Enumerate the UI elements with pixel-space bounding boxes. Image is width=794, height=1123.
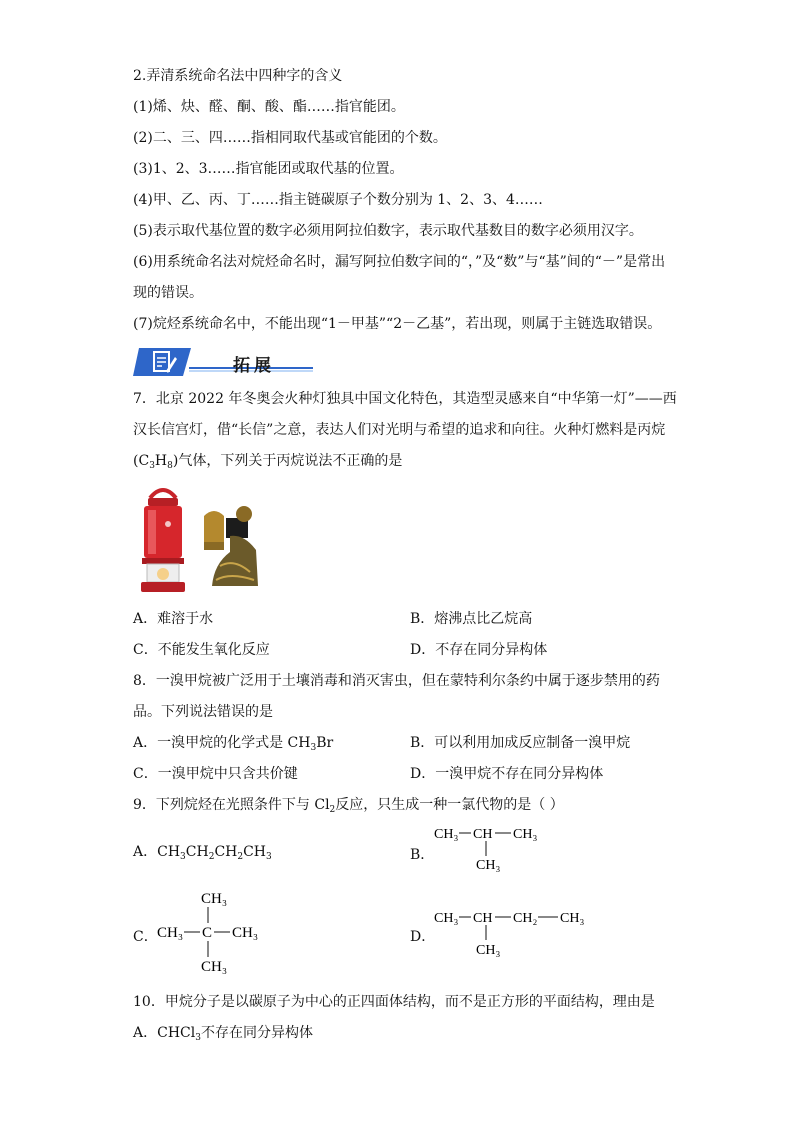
q8-option-a[interactable]: A．一溴甲烷的化学式是 $CH_3Br$ <box>133 735 334 753</box>
rule-item-6: (6)用系统命名法对烷烃命名时，漏写阿拉伯数字间的“，”及“数”与“基”间的“－”是常出 <box>133 254 666 270</box>
palace-lamp-image <box>200 506 262 588</box>
q8-option-b[interactable]: B．可以利用加成反应制备一溴甲烷 <box>410 735 631 751</box>
q8-line-2: 品。下列说法错误的是 <box>133 704 273 720</box>
q7-option-c[interactable]: C．不能发生氧化反应 <box>133 642 270 658</box>
svg-text:CH₃: CH₃ <box>560 911 585 926</box>
torch-lamp-image <box>138 484 188 596</box>
banner-title: 拓展 <box>233 356 275 376</box>
q8-option-c[interactable]: C．一溴甲烷中只含共价键 <box>133 766 298 782</box>
svg-text:CH₂: CH₂ <box>513 911 538 926</box>
formula-b <box>430 822 580 874</box>
q7-line-2: 汉长信宫灯，借“长信”之意，表达人们对光明与希望的追求和向往。火种灯燃料是丙烷 <box>133 422 666 438</box>
svg-text:CH₃: CH₃ <box>434 827 459 842</box>
q7-line-1: 7．北京 2022 年冬奥会火种灯独具中国文化特色，其造型灵感来自“中华第一灯”——西 <box>133 391 677 407</box>
q7-option-a[interactable]: A．难溶于水 <box>133 611 214 627</box>
q10-option-a[interactable]: A．CHCl$_3$不存在同分异构体 <box>133 1025 313 1043</box>
q8-option-d[interactable]: D．一溴甲烷不存在同分异构体 <box>410 766 604 782</box>
svg-text:CH₃: CH₃ <box>201 891 228 907</box>
q7-option-d[interactable]: D．不存在同分异构体 <box>410 642 548 658</box>
svg-text:CH₃: CH₃ <box>201 959 228 975</box>
q8-line-1: 8．一溴甲烷被广泛用于土壤消毒和消灭害虫，但在蒙特利尔条约中属于逐步禁用的药 <box>133 673 660 689</box>
rule-item-4: (4)甲、乙、丙、丁……指主链碳原子个数分别为 1、2、3、4…… <box>133 192 543 208</box>
svg-text:CH₃: CH₃ <box>513 827 538 842</box>
svg-text:CH: CH <box>473 911 493 926</box>
q9-option-b-label[interactable]: B． <box>410 847 435 863</box>
rule-item-6-cont: 现的错误。 <box>133 285 203 301</box>
q9-option-c-label[interactable]: C． <box>133 929 158 945</box>
svg-text:CH₃: CH₃ <box>157 925 184 941</box>
q9-stem: 9．下列烷烃在光照条件下与 $Cl_2$反应，只生成一种一氯代物的是（ ） <box>133 797 564 815</box>
formula-c <box>153 885 273 975</box>
formula-a: $CH_3CH_2CH_2CH_3$ <box>157 844 272 862</box>
q7-option-b[interactable]: B．熔沸点比乙烷高 <box>410 611 533 627</box>
rule-item-5: (5)表示取代基位置的数字必须用阿拉伯数字，表示取代基数目的数字必须用汉字。 <box>133 223 643 239</box>
q7-line-3: $(C_3H_8)$气体，下列关于丙烷说法不正确的是 <box>133 453 403 471</box>
svg-text:CH₃: CH₃ <box>434 911 459 926</box>
formula-d <box>430 904 600 958</box>
rule-item-2: (2)二、三、四……指相同取代基或官能团的个数。 <box>133 130 447 146</box>
q9-option-d-label[interactable]: D． <box>410 929 436 945</box>
q9-option-a[interactable]: A．$CH_3CH_2CH_2CH_3$ <box>133 844 272 862</box>
rule-item-1: (1)烯、炔、醛、酮、酸、酯……指官能团。 <box>133 99 405 115</box>
svg-text:C: C <box>202 925 213 941</box>
svg-text:CH₃: CH₃ <box>476 858 501 873</box>
notepad-pencil-icon <box>150 349 178 375</box>
section-heading: 2.弄清系统命名法中四种字的含义 <box>133 68 343 84</box>
svg-text:CH: CH <box>473 827 493 842</box>
rule-item-7: (7)烷烃系统命名中，不能出现“1－甲基”“2－乙基”，若出现，则属于主链选取错误。 <box>133 316 662 332</box>
svg-text:CH₃: CH₃ <box>476 943 501 958</box>
svg-text:CH₃: CH₃ <box>232 925 259 941</box>
q10-stem: 10．甲烷分子是以碳原子为中心的正四面体结构，而不是正方形的平面结构，理由是 <box>133 994 655 1010</box>
rule-item-3: (3)1、2、3……指官能团或取代基的位置。 <box>133 161 404 177</box>
